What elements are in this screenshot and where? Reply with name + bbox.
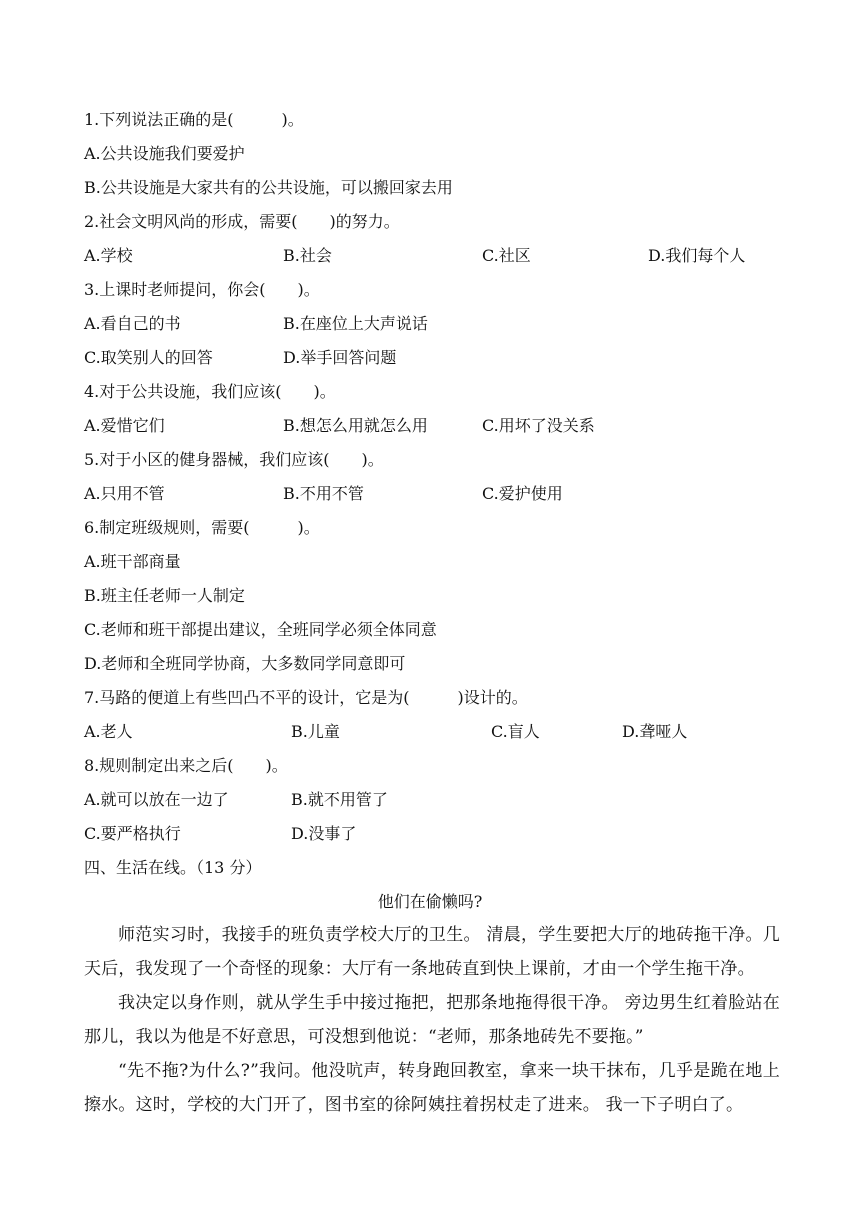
question-6-option-c: C.老师和班干部提出建议，全班同学必须全体同意 (84, 620, 437, 639)
question-3-option-b: B.在座位上大声说话 (283, 314, 428, 333)
question-7-stem: 7.马路的便道上有些凹凸不平的设计，它是为( )设计的。 (84, 688, 528, 707)
question-3-stem: 3.上课时老师提问，你会( )。 (84, 280, 320, 299)
question-3-option-c: C.取笑别人的回答 (84, 348, 213, 367)
question-7-option-c: C.盲人 (491, 722, 540, 741)
question-4-option-b: B.想怎么用就怎么用 (283, 416, 428, 435)
question-3-option-a: A.看自己的书 (84, 314, 181, 333)
question-4-option-c: C.用坏了没关系 (482, 416, 595, 435)
question-7-option-d: D.聋哑人 (622, 722, 688, 741)
question-8-option-b: B.就不用管了 (291, 790, 388, 809)
question-7-option-a: A.老人 (84, 722, 133, 741)
question-3-option-d: D.举手回答问题 (283, 348, 397, 367)
story-paragraph-1: 师范实习时，我接手的班负责学校大厅的卫生。 清晨，学生要把大厅的地砖拖干净。几天后，我发现了一个奇怪的现象：大厅有一条地砖直到快上课前，才由一个学生拖干净。 (84, 925, 780, 979)
question-6-stem: 6.制定班级规则，需要( )。 (84, 518, 320, 537)
question-2-option-d: D.我们每个人 (648, 246, 746, 265)
question-8-option-d: D.没事了 (291, 824, 357, 843)
question-1-stem: 1.下列说法正确的是( )。 (84, 110, 304, 129)
question-5-option-b: B.不用不管 (283, 484, 364, 503)
question-2-stem: 2.社会文明风尚的形成，需要( )的努力。 (84, 212, 400, 231)
question-8-option-c: C.要严格执行 (84, 824, 181, 843)
question-6-option-a: A.班干部商量 (84, 552, 181, 571)
section-4-heading: 四、生活在线。（13 分） (84, 858, 262, 877)
question-6-option-b: B.班主任老师一人制定 (84, 586, 245, 605)
question-1-option-b: B.公共设施是大家共有的公共设施，可以搬回家去用 (84, 178, 453, 197)
question-5-option-a: A.只用不管 (84, 484, 165, 503)
question-8-option-a: A.就可以放在一边了 (84, 790, 229, 809)
question-2-option-c: C.社区 (482, 246, 531, 265)
story-paragraph-2: 我决定以身作则，就从学生手中接过拖把，把那条地拖得很干净。 旁边男生红着脸站在那儿，我以为他是不好意思，可没想到他说：“老师，那条地砖先不要拖。” (84, 993, 780, 1047)
story-title: 他们在偷懒吗? (377, 892, 483, 911)
question-7-option-b: B.儿童 (291, 722, 340, 741)
question-8-stem: 8.规则制定出来之后( )。 (84, 756, 288, 775)
question-4-option-a: A.爱惜它们 (84, 416, 165, 435)
question-2-option-a: A.学校 (84, 246, 133, 265)
question-1-option-a: A.公共设施我们要爱护 (84, 144, 245, 163)
question-5-stem: 5.对于小区的健身器械，我们应该( )。 (84, 450, 384, 469)
question-2-option-b: B.社会 (283, 246, 332, 265)
story-paragraph-3: “先不拖?为什么?”我问。他没吭声，转身跑回教室，拿来一块干抹布，几乎是跪在地上擦水。这时，学校的大门开了，图书室的徐阿姨拄着拐杖走了进来。 我一下子明白了。 (84, 1061, 780, 1115)
question-4-stem: 4.对于公共设施，我们应该( )。 (84, 382, 336, 401)
question-5-option-c: C.爱护使用 (482, 484, 563, 503)
question-6-option-d: D.老师和全班同学协商，大多数同学同意即可 (84, 654, 406, 673)
